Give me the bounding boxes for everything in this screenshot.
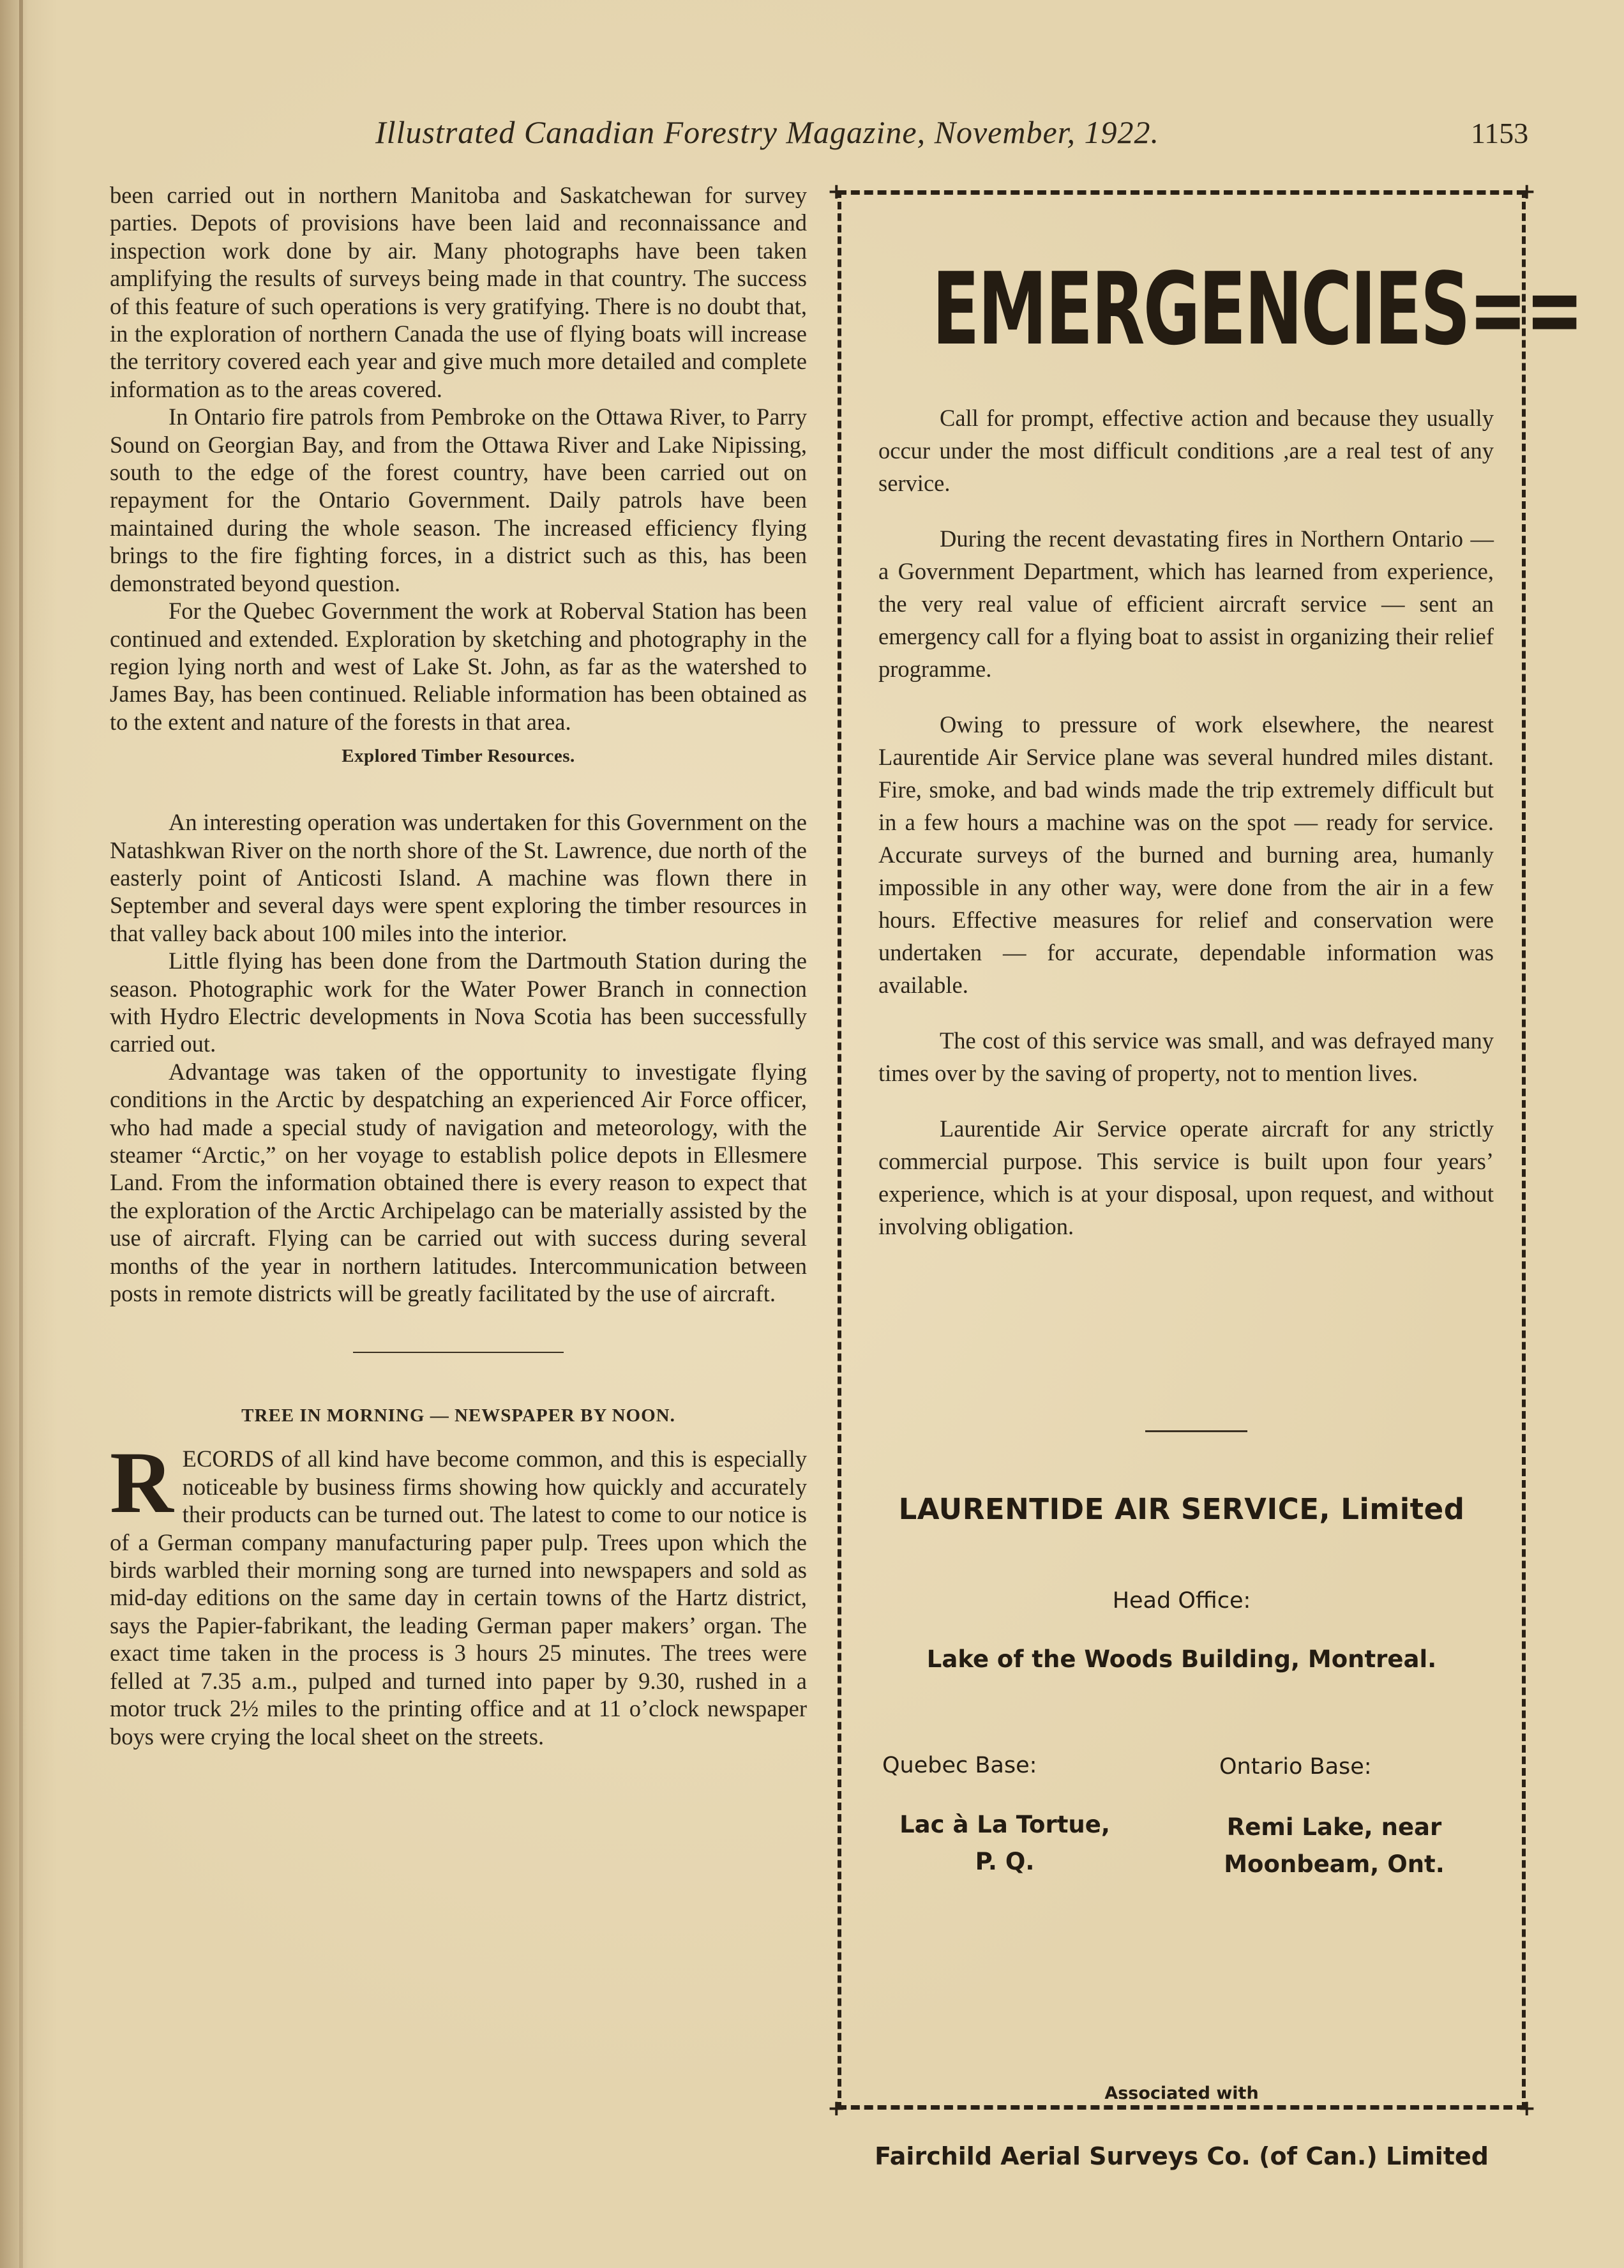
article-title: TREE IN MORNING — NEWSPAPER BY NOON. [241, 1405, 675, 1426]
ontario-base-line: Moonbeam, Ont. [1224, 1850, 1445, 1878]
section-subheading: Explored Timber Resources. [342, 746, 575, 767]
advertisement-paragraph: During the recent devastating fires in Northern Ontario — a Government Department, which has learned from experience, the very real value of efficient aircraft service — sent an emergency call for a flying boat to assist in organizing their relief programme. [878, 525, 1494, 682]
article-paragraph: Little flying has been done from the Dartmouth Station during the season. Photographic work for the Water Power Branch in connection with Hydro Electric developments in Nova Scotia has been successfully carried out. [110, 948, 807, 1057]
binding-gutter [19, 0, 23, 2268]
ontario-base-line: Remi Lake, near [1226, 1813, 1442, 1841]
article-paragraph: In Ontario fire patrols from Pembroke on the Ottawa River, to Parry Sound on Georgian Bay, and from the Ottawa River and Lake Nipissing, south to the edge of the forest country, have been carried out on repayment for the Ontario Government. Daily patrols have been maintained during the whole season. The increased efficiency flying brings to the fire fighting forces, in a district such as this, has been demonstrated beyond question. [110, 404, 807, 596]
corner-ornament-icon: + [827, 179, 846, 204]
article-body: ECORDS of all kind have become common, and this is especially noticeable by business firms showing how quickly and accurately their products can be turned out. The latest to come to our notice is of a German company manufacturing paper pulp. Trees upon which the birds warbled their morning song are turned into newspapers and sold as mid-day editions on the same day in certain towns of the Hartz district, says the Papier-fabrikant, the leading German paper makers’ organ. The exact time taken in the process is 3 hours 25 minutes. The trees were felled at 7.35 a.m., pulped and turned into paper by 9.30, rushed in a motor truck 2½ miles to the printing office and at 11 o’clock newspaper boys were crying the local sheet on the streets. [110, 1446, 807, 1750]
article-paragraph: For the Quebec Government the work at Roberval Station has been continued and extended. Exploration by sketching and photography in the region lying north and west of Lake St. John, as far as the watershed to James Bay, has been continued. Reliable information has been obtained as to the extent and nature of the forests in that area. [110, 598, 807, 735]
article-paragraph: Advantage was taken of the opportunity to investigate flying conditions in the Arctic by despatching an experienced Air Force officer, who had made a special study of navigation and meteorology, with the steamer “Arctic,” on her voyage to establish police depots in Ellesmere Land. From the information obtained there is every reason to expect that the exploration of the Arctic Archipelago can be materially assisted by the use of aircraft. Flying can be carried out with success during several months of the year in northern latitudes. Intercommunication between posts in remote districts will be greatly facilitated by the use of aircraft. [110, 1058, 807, 1307]
advertisement-divider [1145, 1430, 1247, 1432]
ontario-base-name [1200, 1809, 1468, 1883]
head-office-address: Lake of the Woods Building, Montreal. [926, 1645, 1437, 1673]
company-name: LAURENTIDE AIR SERVICE, Limited [898, 1492, 1465, 1526]
advertisement-paragraph: Laurentide Air Service operate aircraft for any strictly commercial purpose. This service is built upon four years’ experience, which is at your disposal, upon request, and without involving obligation. [878, 1115, 1494, 1239]
drop-cap: R [110, 1433, 174, 1532]
corner-ornament-icon: + [1517, 2096, 1536, 2121]
article-paragraph: An interesting operation was undertaken for this Government on the Natashkwan River on the north shore of the St. Lawrence, due north of the easterly point of Anticosti Island. A machine was flown there in September and several days were spent exploring the timber resources in that valley back about 100 miles into the interior. [110, 809, 807, 946]
article-paragraph: been carried out in northern Manitoba and Saskatchewan for survey parties. Depots of provisions have been laid and reconnaissance and inspection work done by air. Many photographs have been taken amplifying the results of surveys being made in that country. The success of this feature of such operations is very gratifying. There is no doubt that, in the exploration of northern Canada the use of flying boats will increase the territory covered each year and give much more detailed and complete information as to the areas covered. [110, 182, 807, 402]
advertisement-body [878, 402, 1494, 1266]
ontario-base-label: Ontario Base: [1219, 1754, 1372, 1780]
associated-with-label: Associated with [1104, 2083, 1259, 2103]
quebec-base-label: Quebec Base: [882, 1753, 1037, 1778]
advertisement-paragraph: Call for prompt, effective action and because they usually occur under the most difficult conditions ,are a real test of any service. [878, 405, 1494, 496]
section-divider [353, 1352, 564, 1353]
running-title: Illustrated Canadian Forestry Magazine, November, 1922. [375, 114, 1160, 150]
quebec-base-line: P. Q. [975, 1848, 1035, 1875]
corner-ornament-icon: + [827, 2096, 846, 2121]
corner-ornament-icon: + [1517, 179, 1536, 204]
article-paragraph [110, 1433, 807, 1750]
page-number: 1153 [1471, 117, 1529, 149]
quebec-base-name [871, 1806, 1139, 1880]
advertisement-headline: EMERGENCIES== [932, 251, 1583, 367]
advertisement-box [827, 179, 1583, 2170]
head-office-label: Head Office: [1112, 1588, 1251, 1614]
associate-company-name: Fairchild Aerial Surveys Co. (of Can.) Limited [875, 2142, 1489, 2170]
advertisement-paragraph: The cost of this service was small, and was defrayed many times over by the saving of property, not to mention lives. [878, 1027, 1494, 1086]
left-column [110, 181, 807, 1750]
quebec-base-line: Lac à La Tortue, [899, 1811, 1110, 1838]
advertisement-paragraph: Owing to pressure of work elsewhere, the nearest Laurentide Air Service plane was several hundred miles distant. Fire, smoke, and bad winds made the trip extremely difficult but in a few hours a machine was on the spot — ready for service. Accurate surveys of the burned and burning area, humanly impossible in any other way, were done from the air in a few hours. Effective measures for relief and conservation were undertaken — for accurate, dependable information was available. [878, 711, 1494, 998]
